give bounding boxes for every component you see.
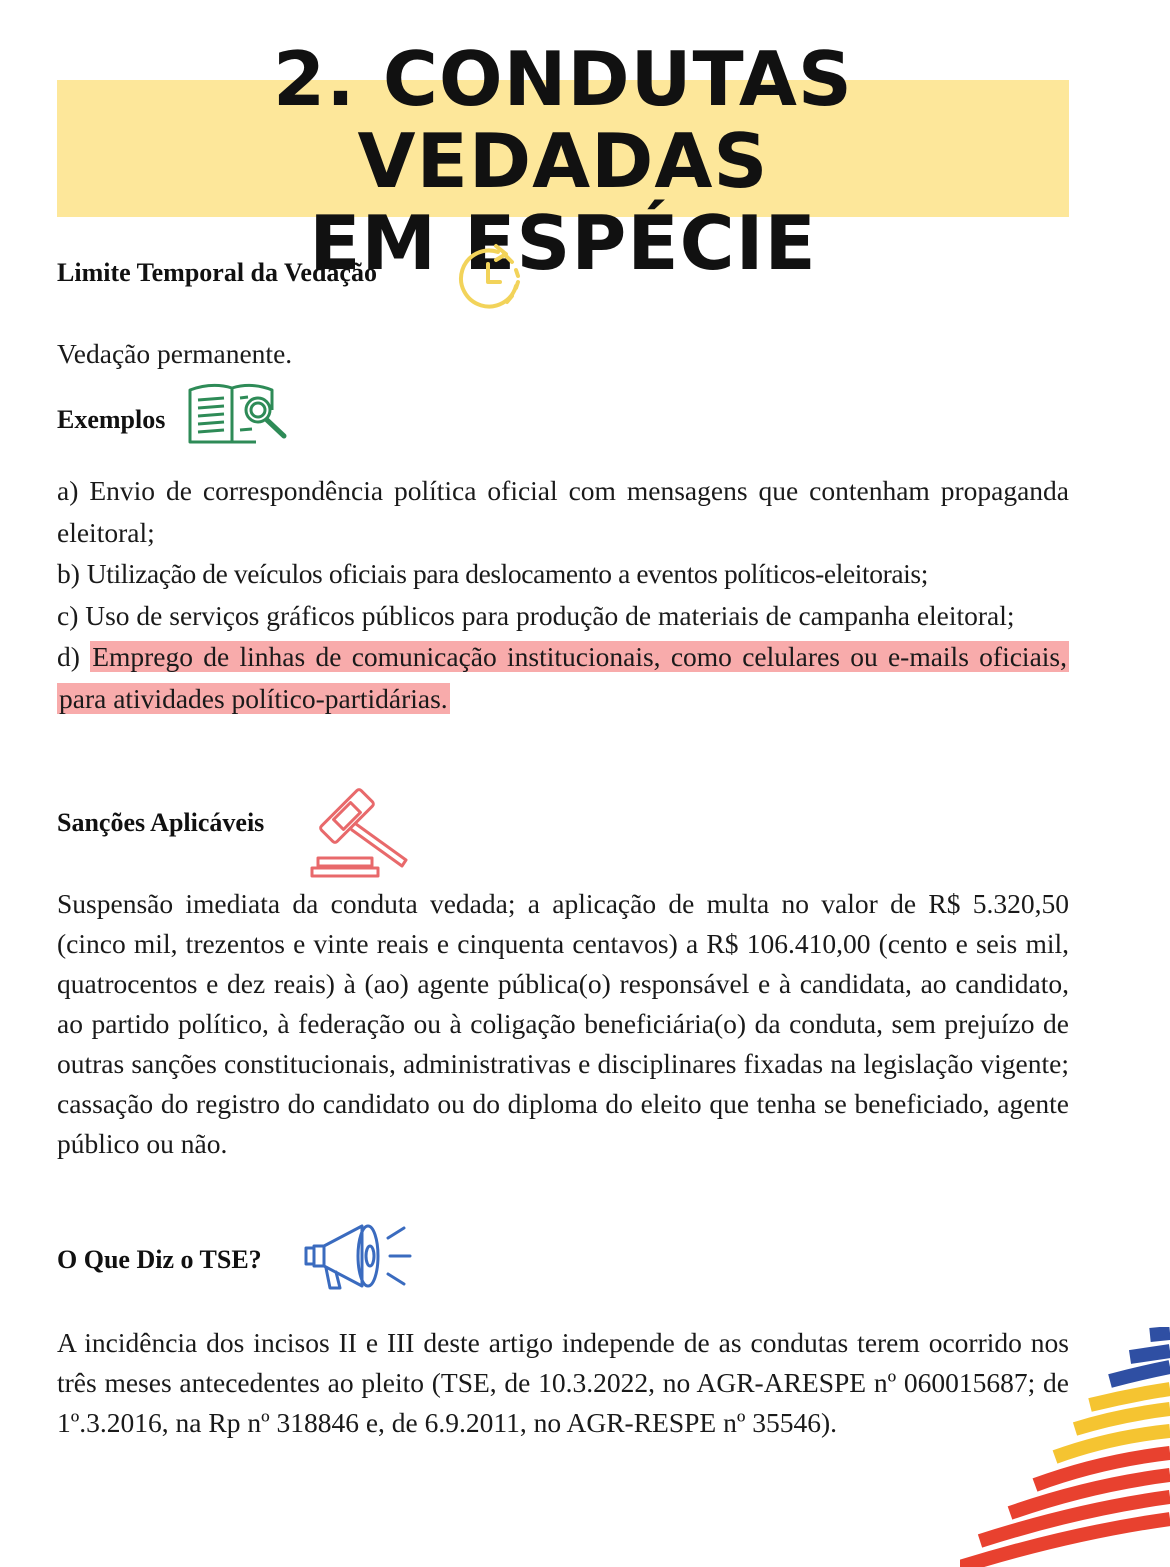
clock-icon [452, 242, 528, 314]
list-item [57, 470, 1069, 553]
sancoes-heading: Sanções Aplicáveis [57, 808, 265, 837]
tse-heading: O Que Diz o TSE? [57, 1245, 262, 1274]
book-search-icon [186, 380, 290, 448]
page-title [57, 35, 1069, 287]
list-item-prefix: d) [57, 641, 80, 672]
list-item-text: Utilização de veículos oficiais para deslocamento a eventos políticos-eleitorais; [86, 558, 928, 589]
list-item [57, 553, 1069, 595]
list-item-prefix: b) [57, 558, 80, 589]
list-item [57, 636, 1069, 719]
exemplos-list [57, 470, 1069, 719]
gavel-icon [308, 780, 414, 880]
tse-text: A incidência dos incisos II e III deste artigo independe de as condutas terem ocorrido nos três meses antecedentes ao pleito (TSE, de 10.3.2022, no AGR-ARESPE nº 060015687; de 1º.3.2016, na Rp nº 318846 e, de 6.9.2011, no AGR-RESPE nº 35546). [57, 1327, 1069, 1438]
list-item-text: Uso de serviços gráficos públicos para produção de materiais de campanha eleitoral; [85, 599, 1015, 631]
list-item [57, 595, 1069, 637]
list-item-prefix: c) [57, 599, 79, 631]
highlighted-list-item-text: Emprego de linhas de comunicação institucionais, como celulares ou e-mails oficiais, para atividades político-partidárias. [59, 641, 1067, 714]
page-title-line2: EM ESPÉCIE [309, 199, 817, 287]
limite-text: Vedação permanente. [57, 338, 293, 369]
decorative-stripes [960, 1327, 1170, 1567]
limite-heading: Limite Temporal da Vedação [57, 258, 377, 287]
exemplos-heading: Exemplos [57, 405, 166, 434]
page-title-line1: 2. CONDUTAS VEDADAS [273, 35, 853, 205]
megaphone-icon [300, 1218, 416, 1296]
list-item-prefix: a) [57, 475, 79, 506]
sancoes-text: Suspensão imediata da conduta vedada; a aplicação de multa no valor de R$ 5.320,50 (cinco mil, trezentos e vinte reais e cinquenta centavos) a R$ 106.410,00 (cento e seis mil, quatrocentos e dez reais) à (ao) agente pública(o) responsável e à candidata, ao candidato, ao partido político, à federação ou à coligação beneficiária(o) da conduta, sem prejuízo de outras sanções constitucionais, administrativas e disciplinares fixadas na legislação vigente; cassação do registro do candidato ou do diploma do eleito que tenha se beneficiado, agente público ou não. [57, 888, 1069, 1159]
list-item-text: Envio de correspondência política oficial com mensagens que contenham propaganda eleitoral; [57, 475, 1070, 548]
